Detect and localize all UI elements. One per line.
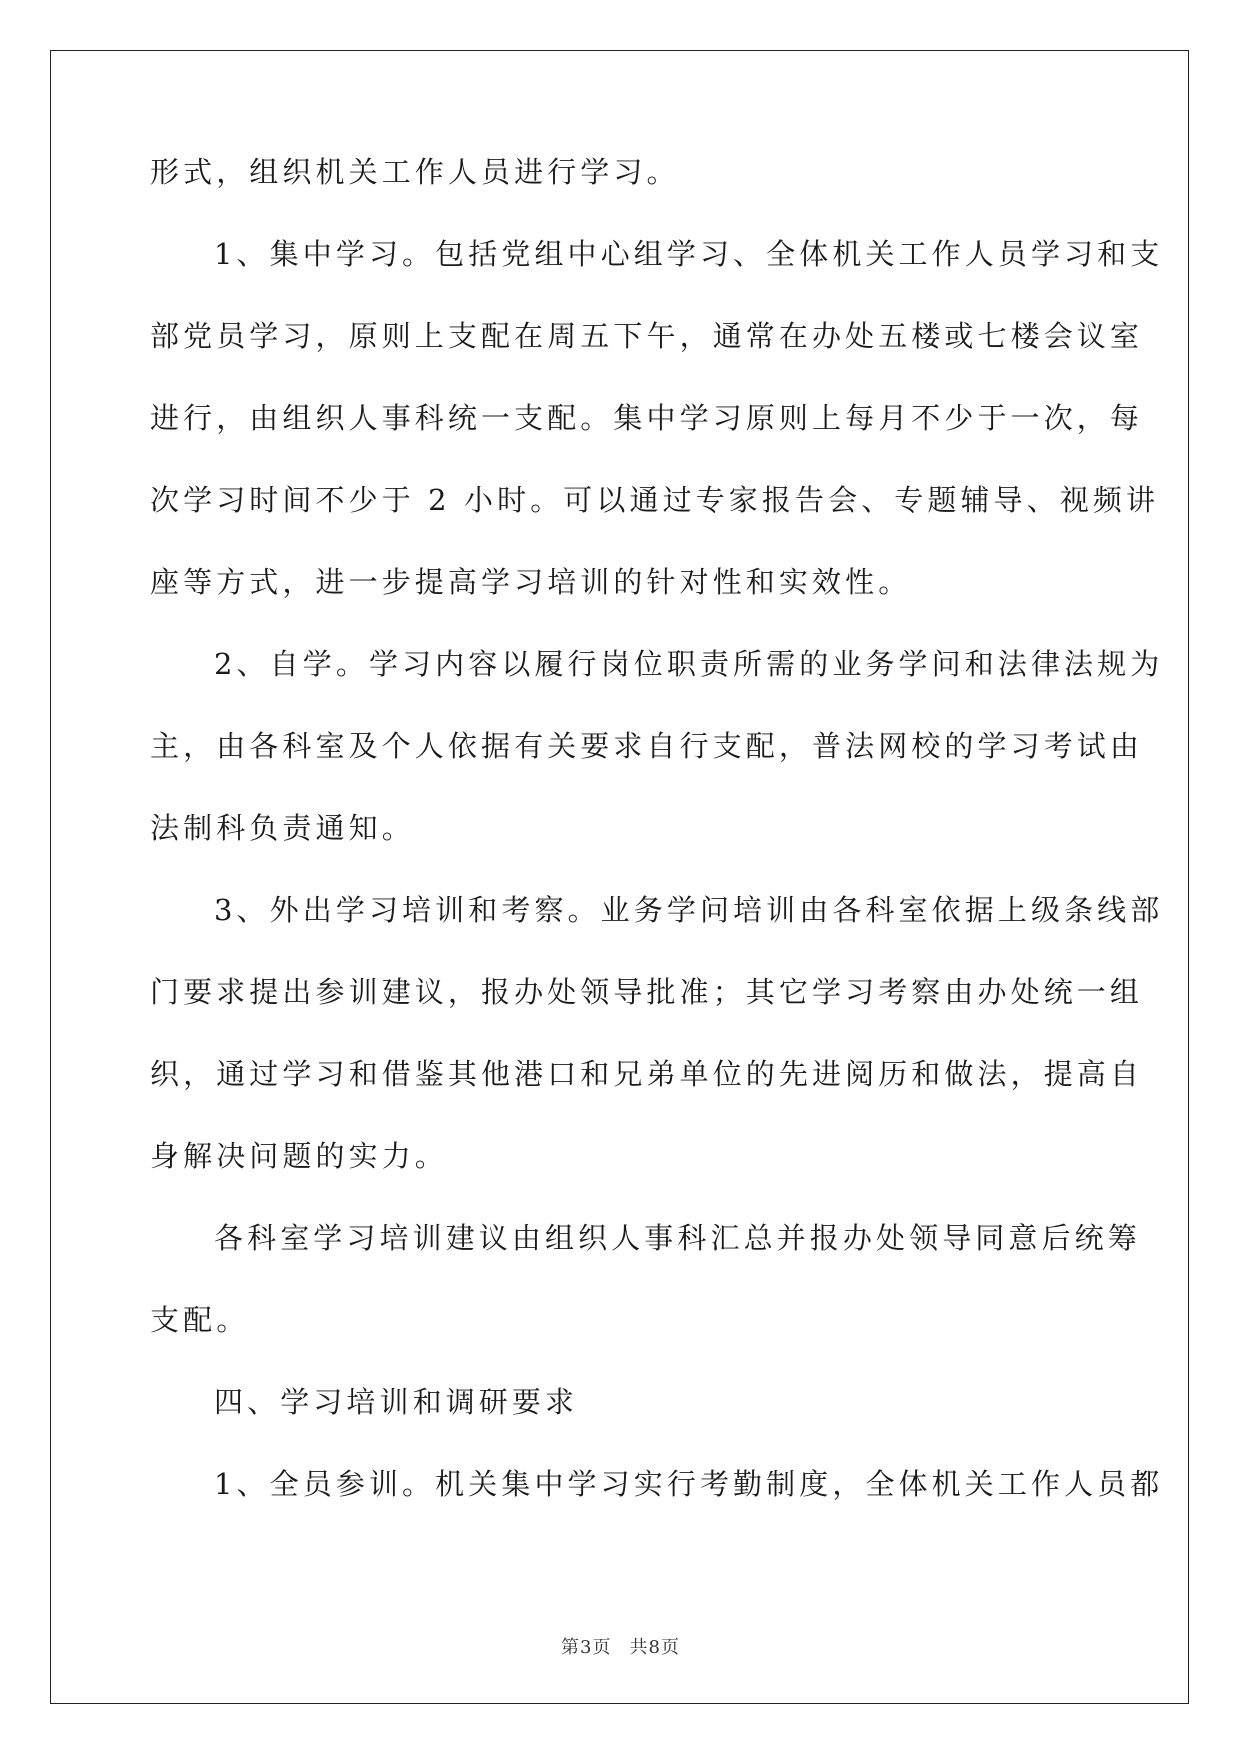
text-line: 2、自学。学习内容以履行岗位职责所需的业务学问和法律法规为 (214, 647, 1164, 681)
text-line: 次学习时间不少于 2 小时。可以通过专家报告会、专题辅导、视频讲 (150, 483, 1160, 517)
document-body (150, 152, 1164, 1546)
text-line: 形式，组织机关工作人员进行学习。 (150, 155, 680, 189)
text-line: 支配。 (150, 1303, 250, 1337)
text-line: 门要求提出参训建议，报办处领导批准；其它学习考察由办处统一组 (150, 975, 1144, 1009)
text-line: 各科室学习培训建议由组织人事科汇总并报办处领导同意后统筹 (214, 1221, 1141, 1255)
text-line: 1、全员参训。机关集中学习实行考勤制度，全体机关工作人员都 (214, 1467, 1164, 1501)
text-line: 主，由各科室及个人依据有关要求自行支配，普法网校的学习考试由 (150, 729, 1144, 763)
section-heading: 四、学习培训和调研要求 (214, 1385, 579, 1419)
text-line: 身解决问题的实力。 (150, 1139, 448, 1173)
text-line: 部党员学习，原则上支配在周五下午，通常在办处五楼或七楼会议室 (150, 319, 1144, 353)
text-line: 进行，由组织人事科统一支配。集中学习原则上每月不少于一次，每 (150, 401, 1144, 435)
page-footer (0, 1633, 1241, 1659)
text-line: 1、集中学习。包括党组中心组学习、全体机关工作人员学习和支 (214, 237, 1164, 271)
page-total: 共8页 (629, 1637, 680, 1658)
page-number: 第3页 (561, 1637, 612, 1658)
text-line: 织，通过学习和借鉴其他港口和兄弟单位的先进阅历和做法，提高自 (150, 1057, 1144, 1091)
text-line: 座等方式，进一步提高学习培训的针对性和实效性。 (150, 565, 912, 599)
text-line: 3、外出学习培训和考察。业务学问培训由各科室依据上级条线部 (214, 893, 1164, 927)
text-line: 法制科负责通知。 (150, 811, 415, 845)
